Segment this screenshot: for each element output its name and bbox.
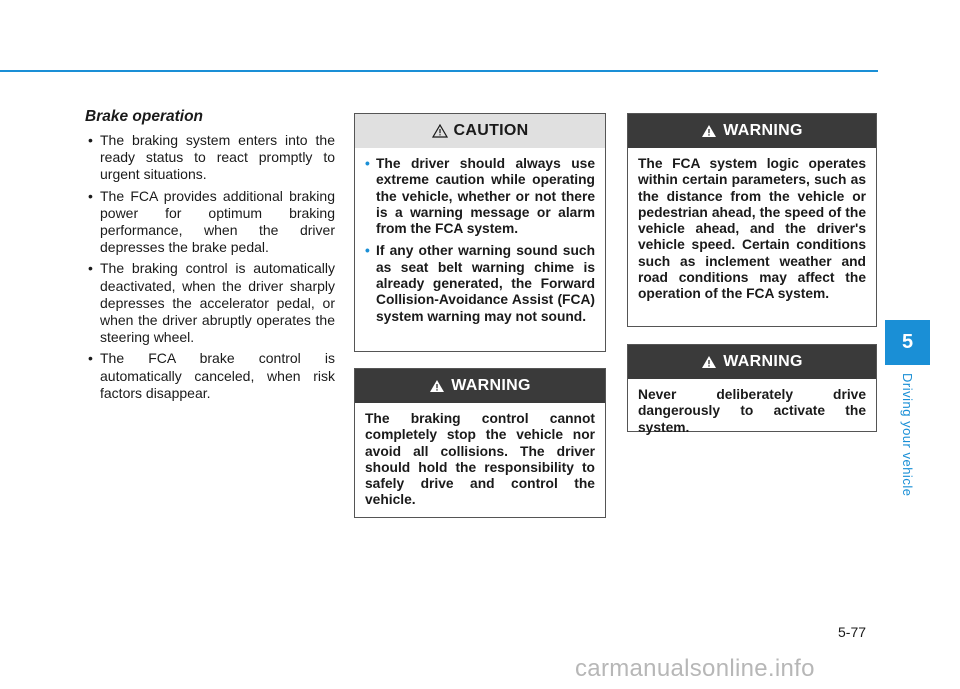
section-title: Brake operation [85,108,204,125]
warning-box-fca-logic [627,113,877,327]
list-item: • The FCA provides additional braking power for optimum braking performance, when the driver depresses the brake pedal. [85,188,335,257]
caution-box [354,113,606,352]
warning-body: The braking control cannot completely stop the vehicle nor avoid all collisions. The driver should hold the responsibility to safely drive and control the vehicle. [365,411,595,508]
warning-header [628,345,876,379]
warning-triangle-icon [701,355,717,369]
caution-header-label: CAUTION [453,122,529,139]
warning-header [355,369,605,403]
warning-header-label: WARNING [723,122,803,139]
chapter-title: Driving your vehicle [900,373,915,497]
header-rule [0,70,878,72]
list-item: • The FCA brake control is automatically canceled, when risk factors disappear. [85,350,335,402]
caution-item: • The driver should always use extreme caution while operating the vehicle, whether or not there is a warning message or alarm from the FCA system. [365,156,595,237]
warning-box-braking [354,368,606,518]
warning-body: Never deliberately drive dangerously to activate the system. [638,387,866,435]
chapter-tab: 5 [885,320,930,365]
caution-body [355,148,605,341]
list-item: • The braking system enters into the ready status to react promptly to urgent situations. [85,132,335,184]
warning-header-label: WARNING [723,353,803,370]
caution-header [355,114,605,148]
watermark: carmanualsonline.info [575,655,815,682]
list-item: • The braking control is automatically deactivated, when the driver sharply depresses the accelerator pedal, or when the driver abruptly operates the steering wheel. [85,260,335,346]
warning-body: The FCA system logic operates within certain parameters, such as the distance from the vehicle or pedestrian ahead, the speed of the vehicle ahead, and the driver's vehicle speed. Certain conditions such as inclement weather and road conditions may affect the operation of the FCA system. [638,156,866,302]
warning-header [628,114,876,148]
brake-operation-section [85,108,335,406]
caution-item: • If any other warning sound such as seat belt warning chime is already generated, the Forward Collision-Avoidance Assist (FCA) system warning may not sound. [365,243,595,324]
page-number: 5-77 [838,624,867,640]
bullet-list [85,132,335,402]
warning-header-label: WARNING [451,377,531,394]
chapter-side-label [885,365,930,500]
warning-triangle-icon [701,124,717,138]
warning-triangle-icon [429,379,445,393]
caution-triangle-icon [432,124,448,138]
warning-box-deliberate [627,344,877,435]
